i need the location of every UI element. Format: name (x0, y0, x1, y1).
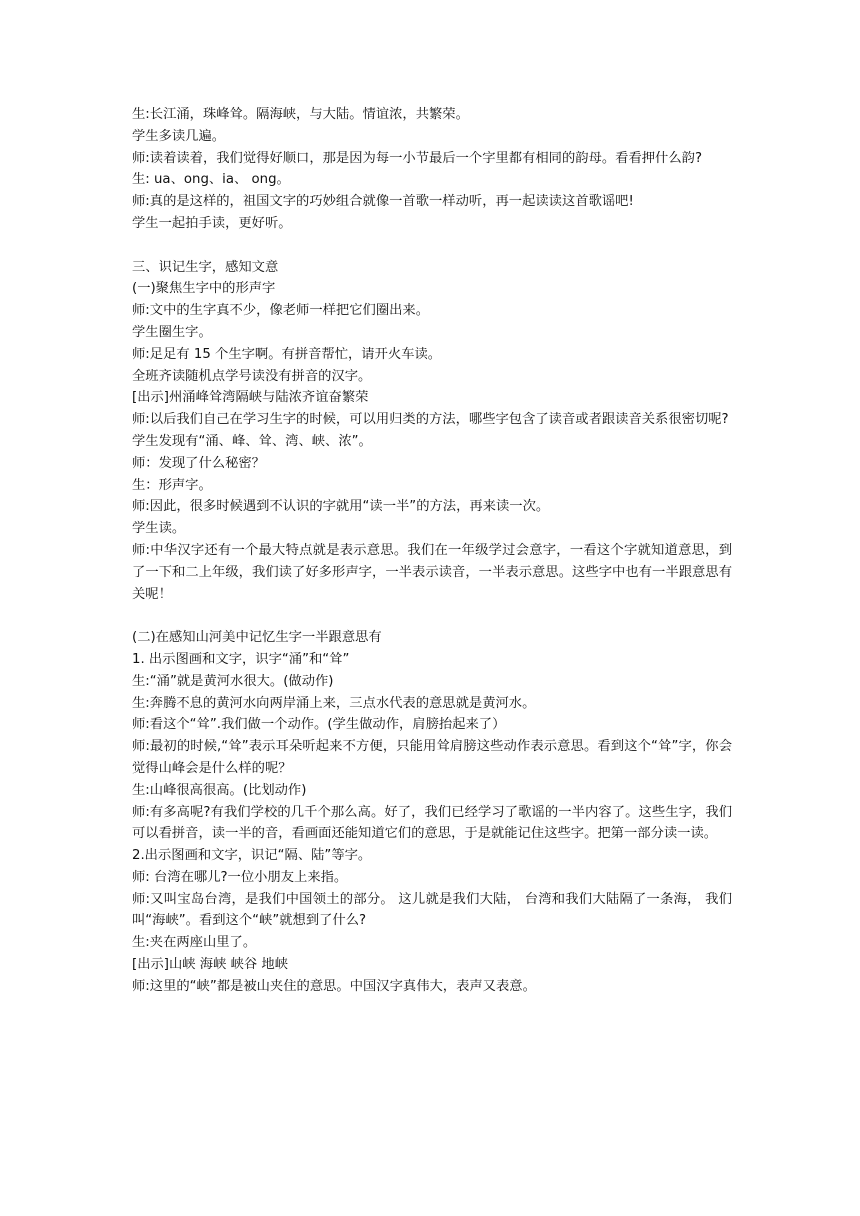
dialogue-paragraph: 师:有多高呢?有我们学校的几千个那么高。好了，我们已经学习了歌谣的一半内容了。这些生字，我们可以看拼音，读一半的音，看画面还能知道它们的意思，于是就能记住这些字。把第一部分读一读。 (132, 804, 732, 842)
dialogue-paragraph: 师:读着读着，我们觉得好顺口，那是因为每一小节最后一个字里都有相同的韵母。看看押什么韵? (132, 150, 703, 166)
dialogue-line: 师:这里的“峡”都是被山夹住的意思。中国汉字真伟大，表声又表意。 (132, 978, 536, 994)
dialogue-line: 生：形声字。 (132, 477, 212, 493)
dialogue-paragraph: 师:又叫宝岛台湾，是我们中国领土的部分。 这儿就是我们大陆， 台湾和我们大陆隔了一条海， 我们叫“海峡”。看到这个“峡”就想到了什么? (132, 891, 732, 929)
display-line: [出示]山峡 海峡 峡谷 地峡 (132, 957, 289, 973)
dialogue-line: 师：发现了什么秘密？ (132, 455, 265, 471)
blank-line (132, 235, 732, 257)
dialogue-line: 生: ua、ong、ia、 ong。 (132, 172, 290, 188)
dialogue-line: 师:文中的生字真不少，像老师一样把它们圈出来。 (132, 303, 430, 319)
narration-line: 学生发现有“涌、峰、耸、湾、峡、浓”。 (132, 433, 372, 449)
dialogue-line: 师:足足有 15 个生字啊。有拼音帮忙，请开火车读。 (132, 346, 442, 362)
dialogue-paragraph: 师:以后我们自己在学习生字的时候，可以用归类的方法，哪些字包含了读音或者跟读音关系很密切呢? (132, 412, 729, 428)
dialogue-line: 生:“涌”就是黄河水很大。(做动作) (132, 673, 334, 689)
dialogue-line: 师:看这个“耸”.我们做一个动作。(学生做动作，肩膀抬起来了） (132, 717, 506, 733)
dialogue-line: 师:因此，很多时候遇到不认识的字就用“读一半”的方法，再来读一次。 (132, 499, 550, 515)
step-heading: 1. 出示图画和文字，识字“涌”和“耸” (132, 651, 350, 667)
narration-line: 学生一起拍手读，更好听。 (132, 215, 292, 231)
dialogue-line: 师:真的是这样的，祖国文字的巧妙组合就像一首歌一样动听，再一起读读这首歌谣吧! (132, 194, 634, 210)
narration-line: 学生读。 (132, 521, 186, 537)
dialogue-line: 生:夹在两座山里了。 (132, 935, 257, 951)
dialogue-line: 生:奔腾不息的黄河水向两岸涌上来，三点水代表的意思就是黄河水。 (132, 695, 536, 711)
document-body (132, 104, 732, 998)
narration-line: 全班齐读随机点学号读没有拼音的汉字。 (132, 368, 372, 384)
narration-line: 学生多读几遍。 (132, 128, 226, 144)
step-heading: 2.出示图画和文字，识记“隔、陆”等字。 (132, 848, 372, 864)
display-line: [出示]州涌峰耸湾隔峡与陆浓齐谊奋繁荣 (132, 390, 369, 406)
dialogue-paragraph: 师:中华汉字还有一个最大特点就是表示意思。我们在一年级学过会意字，一看这个字就知道意思，到了一下和二上年级，我们读了好多形声字，一半表示读音，一半表示意思。这些字中也有一半跟意思有关呢！ (132, 542, 732, 602)
dialogue-line: 师: 台湾在哪儿?一位小朋友上来指。 (132, 869, 348, 885)
dialogue-paragraph: 师:最初的时候,“耸”表示耳朵听起来不方便，只能用耸肩膀这些动作表示意思。看到这个“耸”字，你会觉得山峰会是什么样的呢？ (132, 739, 732, 776)
dialogue-line: 生:山峰很高很高。(比划动作) (132, 782, 307, 798)
subsection-heading: (二)在感知山河美中记忆生字一半跟意思有 (132, 630, 382, 646)
blank-line (132, 605, 732, 627)
narration-line: 学生圈生字。 (132, 324, 212, 340)
dialogue-line: 生:长江涌，珠峰耸。隔海峡，与大陆。情谊浓，共繁荣。 (132, 107, 469, 122)
subsection-heading: (一)聚焦生字中的形声字 (132, 281, 276, 297)
section-heading: 三、识记生字，感知文意 (132, 259, 279, 275)
